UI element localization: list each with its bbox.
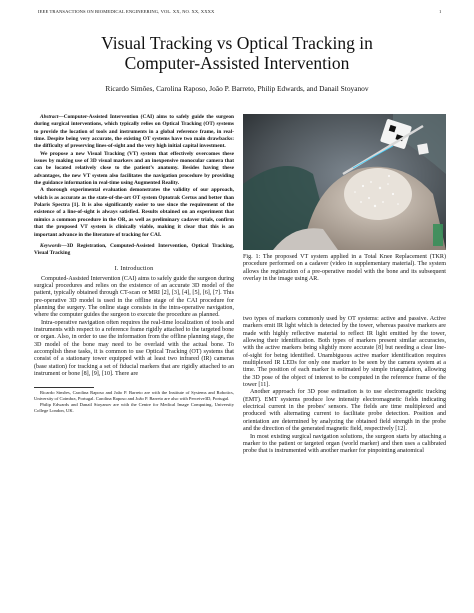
- knee-bone: [344, 168, 412, 220]
- intro-paragraph-1: Computed-Assisted Intervention (CAI) aims to safely guide the surgeon during surgical procedures and relies on the existence of an accurate 3D model of the patient, typically obtained through CT-scan or MRI [2], [3], [4], [5], [6], [7]. This pre-operative 3D model is used in the offline stage of the CAI procedure for planning the surgery. The online stage consists in the intra-operative navigation, where the computer guides the surgeon to execute the procedure as planned.: [34, 275, 234, 319]
- keywords: [34, 243, 234, 258]
- footnote-affiliation-1: Ricardo Simões, Carolina Raposo and João P. Barreto are with the Institute of Systems and Robotics, University of Coimbra, Portugal. Carolina Raposo and João P. Barreto are also with Perceive3D, Portugal.: [34, 390, 234, 402]
- figure-1-caption: Fig. 1: The proposed VT system applied in a Total Knee Replacement (TKR) procedure performed on a cadaver (video in supplementary material). The system allows the registration of a pre-operative model with the bone and its subsequent overlay in the image using AR.: [243, 254, 446, 283]
- title-line-1: Visual Tracking vs Optical Tracking in: [101, 33, 373, 53]
- right-paragraph-2: Another approach for 3D pose estimation is to use electromagnetic tracking (EMT). EMT systems produce low intensity electromagnetic fields indicating electrical current in the probes’ sensors. The fields are time multiplexed and produced with alternating current to facilitate probe detection. Position and orientation are determined by analyzing the obtained field strength in the probe and the direction of the generated magnetic field, respectively [12].: [243, 389, 446, 433]
- right-paragraph-1: two types of markers commonly used by OT systems: active and passive. Active markers emit IR light which is detected by the tower, whereas passive markers are made with highly reflective material to reflect IR light emitted by the tower, allowing their identification. Both types of markers present similar accuracies, with the active markers being slightly more accurate [8] but needing a clear line-of-sight for being identified. Unambiguous active marker identification requires multiplexed IR LEDs for only one marker to be seen by the camera system at a time. The position of each marker is estimated by simple triangulation, allowing the 3D pose of the object of interest to be computed in the reference frame of the tower [11].: [243, 316, 446, 389]
- right-paragraph-3: In most existing surgical navigation solutions, the surgeon starts by attaching a marker to the patient or targeted organ (world marker) and then uses a calibrated probe that is instrumented with another marker for pinpointing anatomical: [243, 433, 446, 455]
- running-head: IEEE TRANSACTIONS ON BIOMEDICAL ENGINEERING, VOL. XX, NO. XX, XXXX: [38, 9, 215, 14]
- footnote-affiliation-2: Philip Edwards and Danail Stoyanov are with the Centre for Medical Image Computing, University College London, UK.: [34, 401, 234, 413]
- abstract: [34, 114, 234, 239]
- footnote-rule: [34, 387, 94, 388]
- right-column-body: [243, 316, 446, 456]
- abstract-paragraph-1: [34, 114, 234, 151]
- abstract-label: Abstract: [40, 114, 59, 120]
- title-line-2: Computer-Assisted Intervention: [124, 53, 350, 73]
- abstract-paragraph-2: We propose a new Visual Tracking (VT) system that effectively overcomes these issues by making use of 3D visual markers and an inexpensive monocular camera that can be located relatively close to the patient’s anatomy. Besides having these advantages, the new VT system also facilitates the navigation procedure by providing the guidance information in real-time using Augmented Reality.: [34, 150, 234, 187]
- intro-paragraph-2: Intra-operative navigation often requires the real-time localization of tools and instruments with respect to a reference frame rigidly attached to the targeted bone or organ. Also, in order to use the information from the offline planning stage, the 3D model of the bone may need to be overlaid with the actual bone. To accomplish these tasks, it is common to use Optical Tracking (OT) systems that consist of a stationary tower equipped with at least two infrared (IR) cameras (base station) for tracking a set of fiducial markers that are rigidly attached to an instrument or bone [8], [9], [10]. There are: [34, 319, 234, 377]
- ar-status-bar: [433, 224, 443, 246]
- left-column: [34, 114, 234, 413]
- footnotes: [34, 390, 234, 413]
- author-list: Ricardo Simões, Carolina Raposo, João P. Barreto, Philip Edwards, and Danail Stoyanov: [105, 84, 369, 93]
- cadaver-surgery-image: [243, 114, 446, 250]
- introduction-body: [34, 276, 234, 379]
- abstract-text-1: —Computer-Assisted Intervention (CAI) aims to safely guide the surgeon during surgical interventions, which typically relies on Optical Tracking (OT) systems to provide the location of tools and instruments in a global reference frame, in real-time. Despite being very accurate, the existing OT systems have two main drawbacks: the difficulty of preserving lines-of-sight and the very high initial capital investment.: [34, 114, 234, 150]
- page-number: 1: [439, 9, 442, 14]
- probe-marker: [417, 143, 429, 155]
- abstract-paragraph-3: A thorough experimental evaluation demonstrates the validity of our approach, which is as accurate as the state-of-the-art OT system Optotrak Certus and better than Polaris Spectra [1]. It is also significantly easier to use since the requirement of the existence of a line-of-sight is always satisfied. Results obtained on an experiment that mimics a common procedure in the OR, as well as preliminary cadaver trials, confirm that the proposed VT system is clinically viable, making it clear that this is an important advance in the literature of tracking for CAI.: [34, 187, 234, 238]
- keywords-label: Keywords: [40, 242, 62, 249]
- section-heading-introduction: I. Introduction: [114, 264, 154, 272]
- figure-1-photo: [243, 114, 446, 250]
- keywords-text: —3D Registration, Computed-Assisted Intervention, Optical Tracking, Visual Tracking: [34, 242, 234, 257]
- paper-title: [20, 33, 454, 73]
